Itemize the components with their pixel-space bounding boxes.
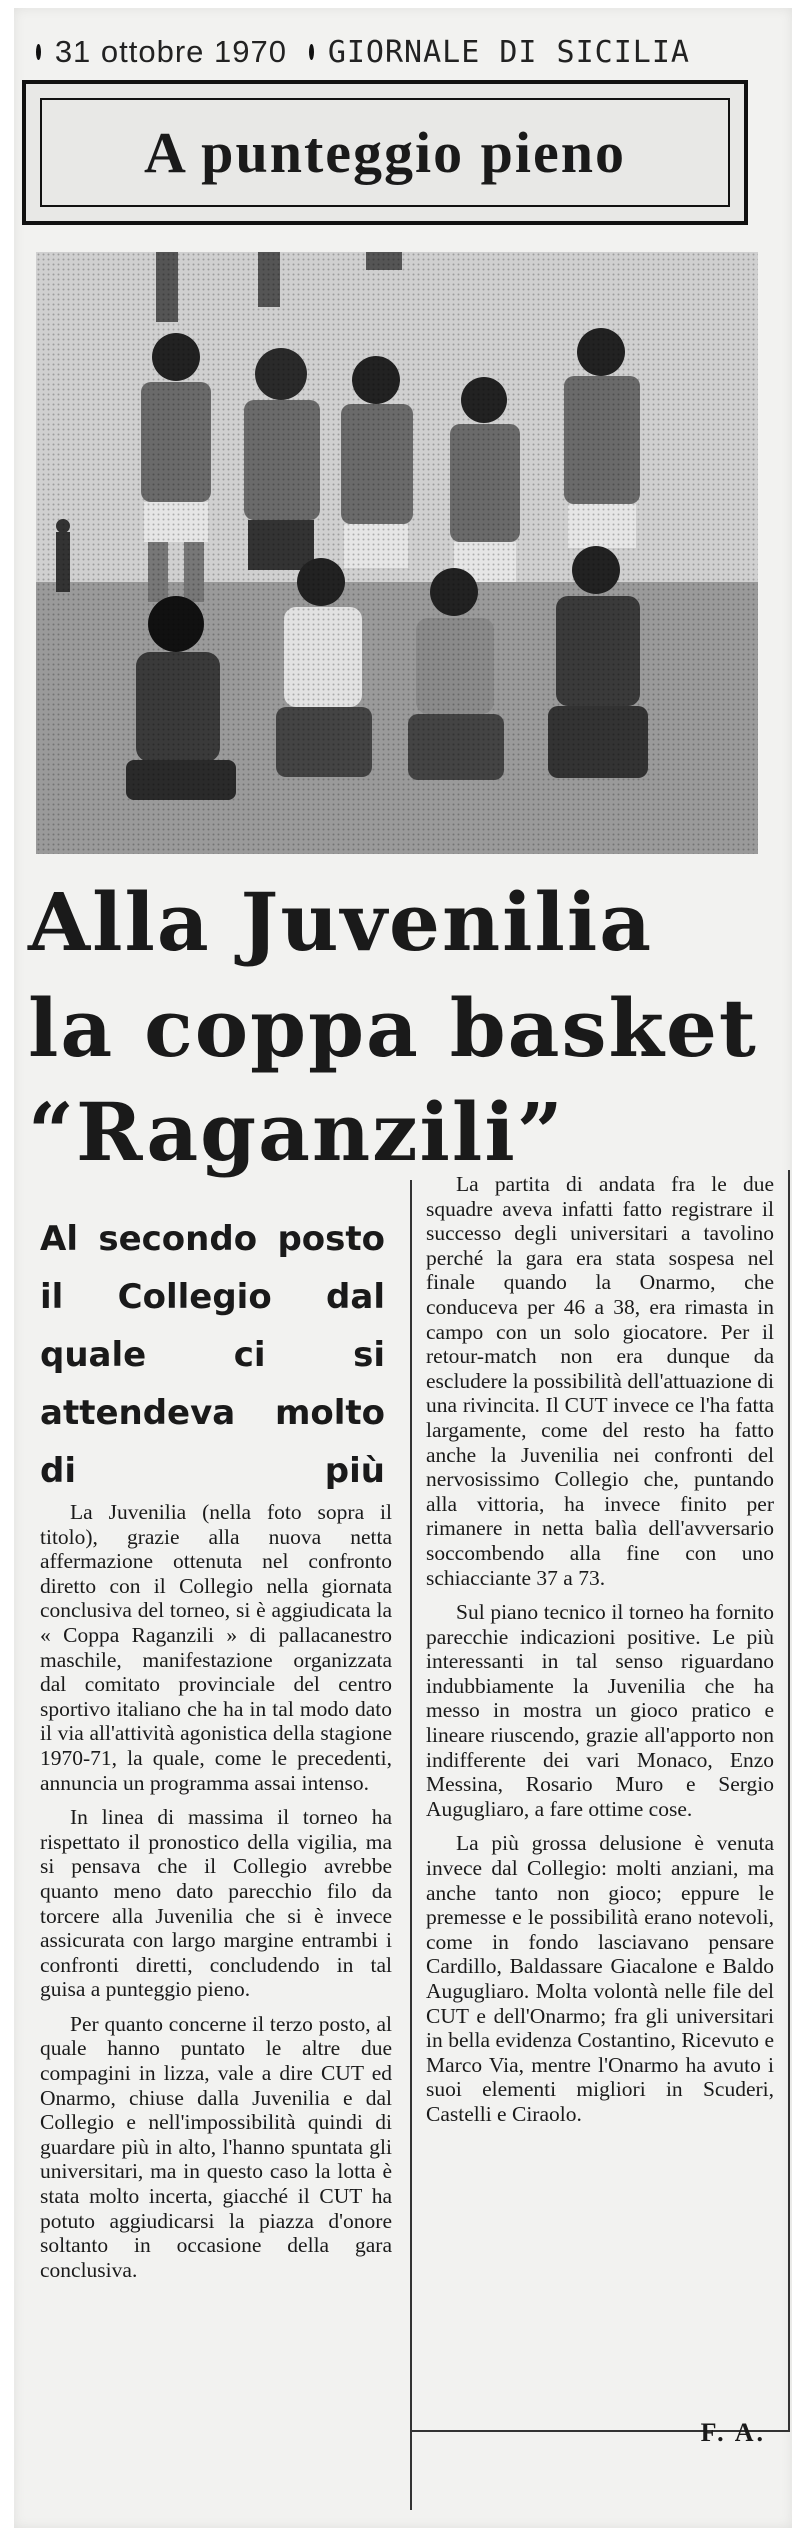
issue-date: 31 ottobre 1970	[54, 34, 287, 69]
paragraph: La Juvenilia (nella foto sopra il titolo), grazie alla nuova netta affermazione ottenuta nel confronto diretto con il Collegio nella giornata conclusiva del torneo, si è aggiudicata la « Coppa Raganzili » di pallacanestro maschile, manifestazione organizzata dal comitato provinciale del centro sportivo italiano che ha in tal modo dato il via all'attività agonistica della stagione 1970-71, la quale, come le precedenti, annuncia un programma assai intenso.	[40, 1500, 392, 1795]
bullet-icon	[309, 44, 314, 60]
paragraph: La partita di andata fra le due squadre aveva infatti fatto registrare il successo degli universitari a tavolino perché la gara era stata sospesa nel finale quando la Onarmo, che conduceva per 46 a 38, era rimasta in campo con un solo giocatore. Per il retour-match non era dunque da escludere la possibilità dell'attuazione di una rivincita. Il CUT invece ce l'ha fatta largamente, come del resto ha fatto anche la Juvenilia nei confronti del nervosissimo Collegio che, puntando alla vittoria, ha invece finito per rimanere in netta balìa dell'avversario soccombendo alla fine con uno schiacciante 37 a 73.	[426, 1172, 774, 1590]
paragraph: Sul piano tecnico il torneo ha fornito parecchie indicazioni positive. Le più interessanti in tal senso riguardano indubbiamente la Juvenilia che ha messo in mostra un gioco pratico e lineare riuscendo, grazie all'apporto non indifferente dei vari Monaco, Enzo Messina, Rosario Muro e Sergio Augugliaro, a fare ottime cose.	[426, 1600, 774, 1821]
right-column	[426, 1172, 774, 2137]
paragraph: La più grossa delusione è venuta invece dal Collegio: molti anziani, ma anche tanto non gioco; eppure le premesse e le possibilità erano notevoli, come in fondo lasciavano pensare Cardillo, Baldassare Giacalone e Baldo Augugliaro. Molta volontà nelle file del CUT e dell'Onarmo; fra gli universitari in bella evidenza Costantino, Ricevuto e Marco Via, mentre l'Onarmo ha avuto i suoi elementi migliori in Scuderi, Castelli e Ciraolo.	[426, 1831, 774, 2126]
headline-line-1: Alla Juvenilia	[28, 875, 654, 969]
kicker-title: A punteggio pieno	[144, 120, 626, 185]
newspaper-name: GIORNALE DI SICILIA	[327, 34, 690, 70]
kicker-box	[22, 80, 748, 225]
author-signature: F. A.	[700, 2418, 766, 2447]
bullet-icon	[36, 44, 41, 60]
paragraph: Per quanto concerne il terzo posto, al quale hanno puntato le altre due compagini in lizza, vale a dire CUT ed Onarmo, chiuse dalla Juvenilia e dal Collegio e nell'impossibilità quindi di guardare più in alto, l'hanno spuntata gli universitari, ma in questo caso la lotta è stata molto incerta, giacché il CUT ha potuto aggiudicarsi la piazza d'onore soltanto in occasione della gara conclusiva.	[40, 2011, 392, 2282]
team-photo	[36, 252, 758, 854]
masthead	[30, 22, 690, 82]
subheadline: Al secondo posto il Collegio dal quale ci si attendeva molto di più	[40, 1219, 385, 1491]
left-column	[40, 1500, 392, 2292]
headline-line-3: “Raganzili”	[28, 1085, 565, 1179]
paragraph: In linea di massima il torneo ha rispettato il pronostico della vigilia, ma si pensava che il Collegio avrebbe quanto meno dato parecchio filo da torcere alla Juvenilia che si è invece assicurata con largo margine entrambi i confronti diretti, concludendo in tal guisa a punteggio pieno.	[40, 1805, 392, 2002]
right-border	[788, 1170, 790, 2432]
headline-line-2: la coppa basket	[28, 981, 758, 1075]
team-photo-icon	[36, 252, 758, 854]
column-divider	[410, 1180, 412, 2510]
